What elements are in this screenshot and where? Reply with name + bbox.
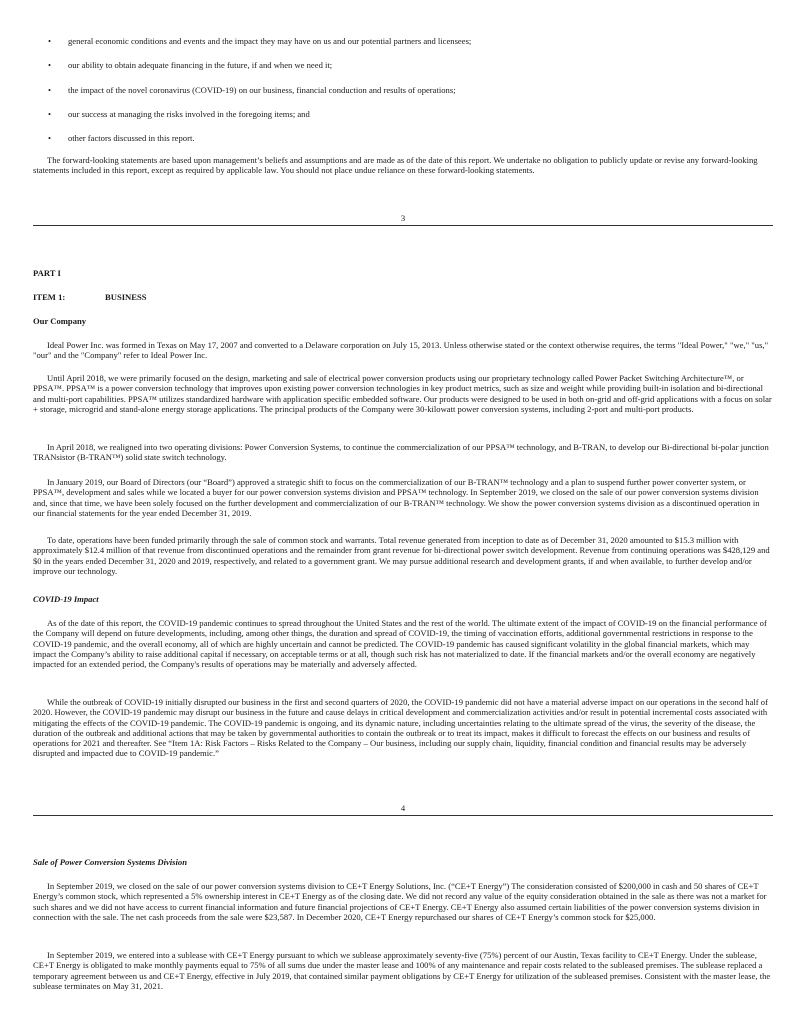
- bullet-glyph: •: [48, 60, 52, 71]
- bullet-text: the impact of the novel coronavirus (COVID-19) on our business, financial conduction and results of operations;: [68, 84, 456, 95]
- company-paragraph: In April 2018, we realigned into two operating divisions: Power Conversion Systems, to continue the commercialization of our PPSA™ technology, and B-TRAN, to develop our Bi-directional bi-polar junction TRANsistor (B-TRAN™) solid state switch technology.: [33, 442, 769, 463]
- section-heading-our-company: Our Company: [33, 316, 87, 326]
- bullet-text: general economic conditions and events and the impact they may have on us and our potential partners and licensees;: [68, 36, 472, 46]
- risk-bullet-list: [33, 36, 773, 157]
- part-heading: PART I: [33, 268, 61, 278]
- list-item: [33, 109, 773, 119]
- list-item: [33, 36, 773, 46]
- bullet-glyph: •: [48, 108, 52, 119]
- section-heading-covid: COVID-19 Impact: [33, 594, 99, 604]
- section-heading-sale: Sale of Power Conversion Systems Division: [33, 857, 187, 867]
- list-item: [33, 85, 773, 95]
- page-divider: [33, 225, 773, 226]
- bullet-glyph: •: [48, 84, 52, 95]
- company-paragraph: To date, operations have been funded primarily through the sale of common stock and warrants. Total revenue generated from inception to date as of December 31, 2020 amounted to $15.3 million with approximately $12.4 million of that revenue from discontinued operations and the remainder from grant revenue for bi-directional power switch development. Revenue from continuing operations was $428,129 and $0 in the years ended December 31, 2020 and 2019, respectively, and related to a government grant. We may pursue additional research and development grants, if and when available, to further develop and/or improve our technology.: [33, 535, 770, 576]
- item-title: BUSINESS: [105, 292, 147, 302]
- item-label: ITEM 1:: [33, 292, 66, 302]
- bullet-text: our success at managing the risks involved in the foregoing items; and: [68, 108, 310, 119]
- sale-paragraph: In September 2019, we closed on the sale of our power conversion systems division to CE+T Energy Solutions, Inc. (“CE+T Energy”) The consideration consisted of $200,000 in cash and 50 shares of CE+T Energy’s common stock, which represented a 5% ownership interest in CE+T Energy as of the closing date. We did not record any value of the equity consideration obtained in the sale as there was not a market for such shares and we did not have access to current financial information and future financial projections of CE+T Energy. CE+T Energy also assumed certain liabilities of the power conversion systems division in connection with the sale. The net cash proceeds from the sale were $23,587. In December 2020, CE+T Energy repurchased our shares of CE+T Energy’s common stock for $25,000.: [33, 881, 767, 922]
- page-number: 3: [400, 213, 406, 223]
- bullet-text: other factors discussed in this report.: [68, 133, 195, 144]
- bullet-text: our ability to obtain adequate financing in the future, if and when we need it;: [68, 60, 333, 71]
- company-paragraph: Ideal Power Inc. was formed in Texas on May 17, 2007 and converted to a Delaware corporation on July 15, 2013. Unless otherwise stated or the context otherwise requires, the terms "Ideal Power," "we," "us," "our" and the "Company" refer to Ideal Power Inc.: [33, 340, 769, 361]
- covid-paragraph: As of the date of this report, the COVID-19 pandemic continues to spread throughout the United States and the rest of the world. The ultimate extent of the impact of COVID-19 on the financial performance of the Company will depend on future developments, including, among other things, the duration and spread of COVID-19, the timing of vaccination efforts, additional governmental restrictions in response to the COVID-19 pandemic, and the overall economy, all of which are highly uncertain and cannot be predicted. The COVID-19 pandemic has caused significant volatility in the global financial markets, which may impact the Company’s ability to raise additional capital if necessary, on acceptable terms or at all, though such risk has not materialized to date. If the financial markets and/or the overall economy are negatively impacted for an extended period, the Company's results of operations may be materially and adversely affected.: [33, 618, 767, 670]
- page-divider: [33, 815, 773, 816]
- list-item: [33, 133, 773, 143]
- sale-paragraph: In September 2019, we entered into a sublease with CE+T Energy pursuant to which we sublease approximately seventy-five (75%) percent of our Austin, Texas facility to CE+T Energy. Under the sublease, CE+T Energy is obligated to make monthly payments equal to 75% of all sums due under the master lease and 100% of any maintenance and repair costs related to the subleased premises. The sublease replaced a temporary agreement between us and CE+T Energy, effective in July 2019, that contained similar payment obligations by CE+T Energy for utilization of the subleased premises. Consistent with the master lease, the sublease terminates on May 31, 2021.: [33, 950, 771, 991]
- page-number: 4: [400, 803, 406, 813]
- bullet-glyph: •: [48, 133, 52, 144]
- bullet-glyph: •: [48, 36, 52, 46]
- company-paragraph: In January 2019, our Board of Directors (our “Board”) approved a strategic shift to focus on the commercialization of our B-TRAN™ technology and a plan to suspend further power converter system, or PPSA™, development and sales while we located a buyer for our power conversion systems division and PPSA™ technology. In September 2019, we closed on the sale of our power conversion systems division and, since that time, we have been solely focused on the further development and commercialization of our B-TRAN™ technology. We show the power conversion systems division as a discontinued operation in our financial statements for the year ended December 31, 2019.: [33, 477, 760, 518]
- covid-paragraph: While the outbreak of COVID-19 initially disrupted our business in the first and second quarters of 2020, the COVID-19 pandemic did not have a material adverse impact on our operations in the second half of 2020. However, the COVID-19 pandemic may disrupt our business in the future and cause delays in critical development and commercialization activities and/or result in potential incremental costs associated with mitigating the effects of the COVID-19 pandemic. The COVID-19 pandemic is ongoing, and its dynamic nature, including uncertainties relating to the ultimate spread of the virus, the severity of the disease, the duration of the outbreak and additional actions that may be taken by governmental authorities to contain the outbreak or to treat its impact, makes it difficult to forecast the effects on our business and results of operations for 2021 and thereafter. See “Item 1A: Risk Factors – Risks Related to the Company – Our business, including our supply chain, liquidity, financial condition and financial results may be adversely disrupted and impacted due to COVID-19 pandemic.”: [33, 697, 768, 759]
- list-item: [33, 60, 773, 70]
- company-paragraph: Until April 2018, we were primarily focused on the design, marketing and sale of electrical power conversion products using our proprietary technology called Power Packet Switching Architecture™, or PPSA™. PPSA™ is a power conversion technology that improves upon existing power conversion technologies in key product metrics, such as size and weight while providing built-in isolation and bi-directional and multi-port capabilities. PPSA™ utilizes standardized hardware with application specific embedded software. Our products were designed to be used in both on-grid and off-grid applications with a focus on solar + storage, microgrid and stand-alone energy storage applications. The principal products of the Company were 30-kilowatt power conversion systems, including 2-port and multi-port products.: [33, 373, 772, 414]
- forward-looking-paragraph: The forward-looking statements are based upon management’s beliefs and assumptions and are made as of the date of this report. We undertake no obligation to publicly update or revise any forward-looking statements included in this report, except as required by applicable law. You should not place undue reliance on these forward-looking statements.: [33, 155, 758, 176]
